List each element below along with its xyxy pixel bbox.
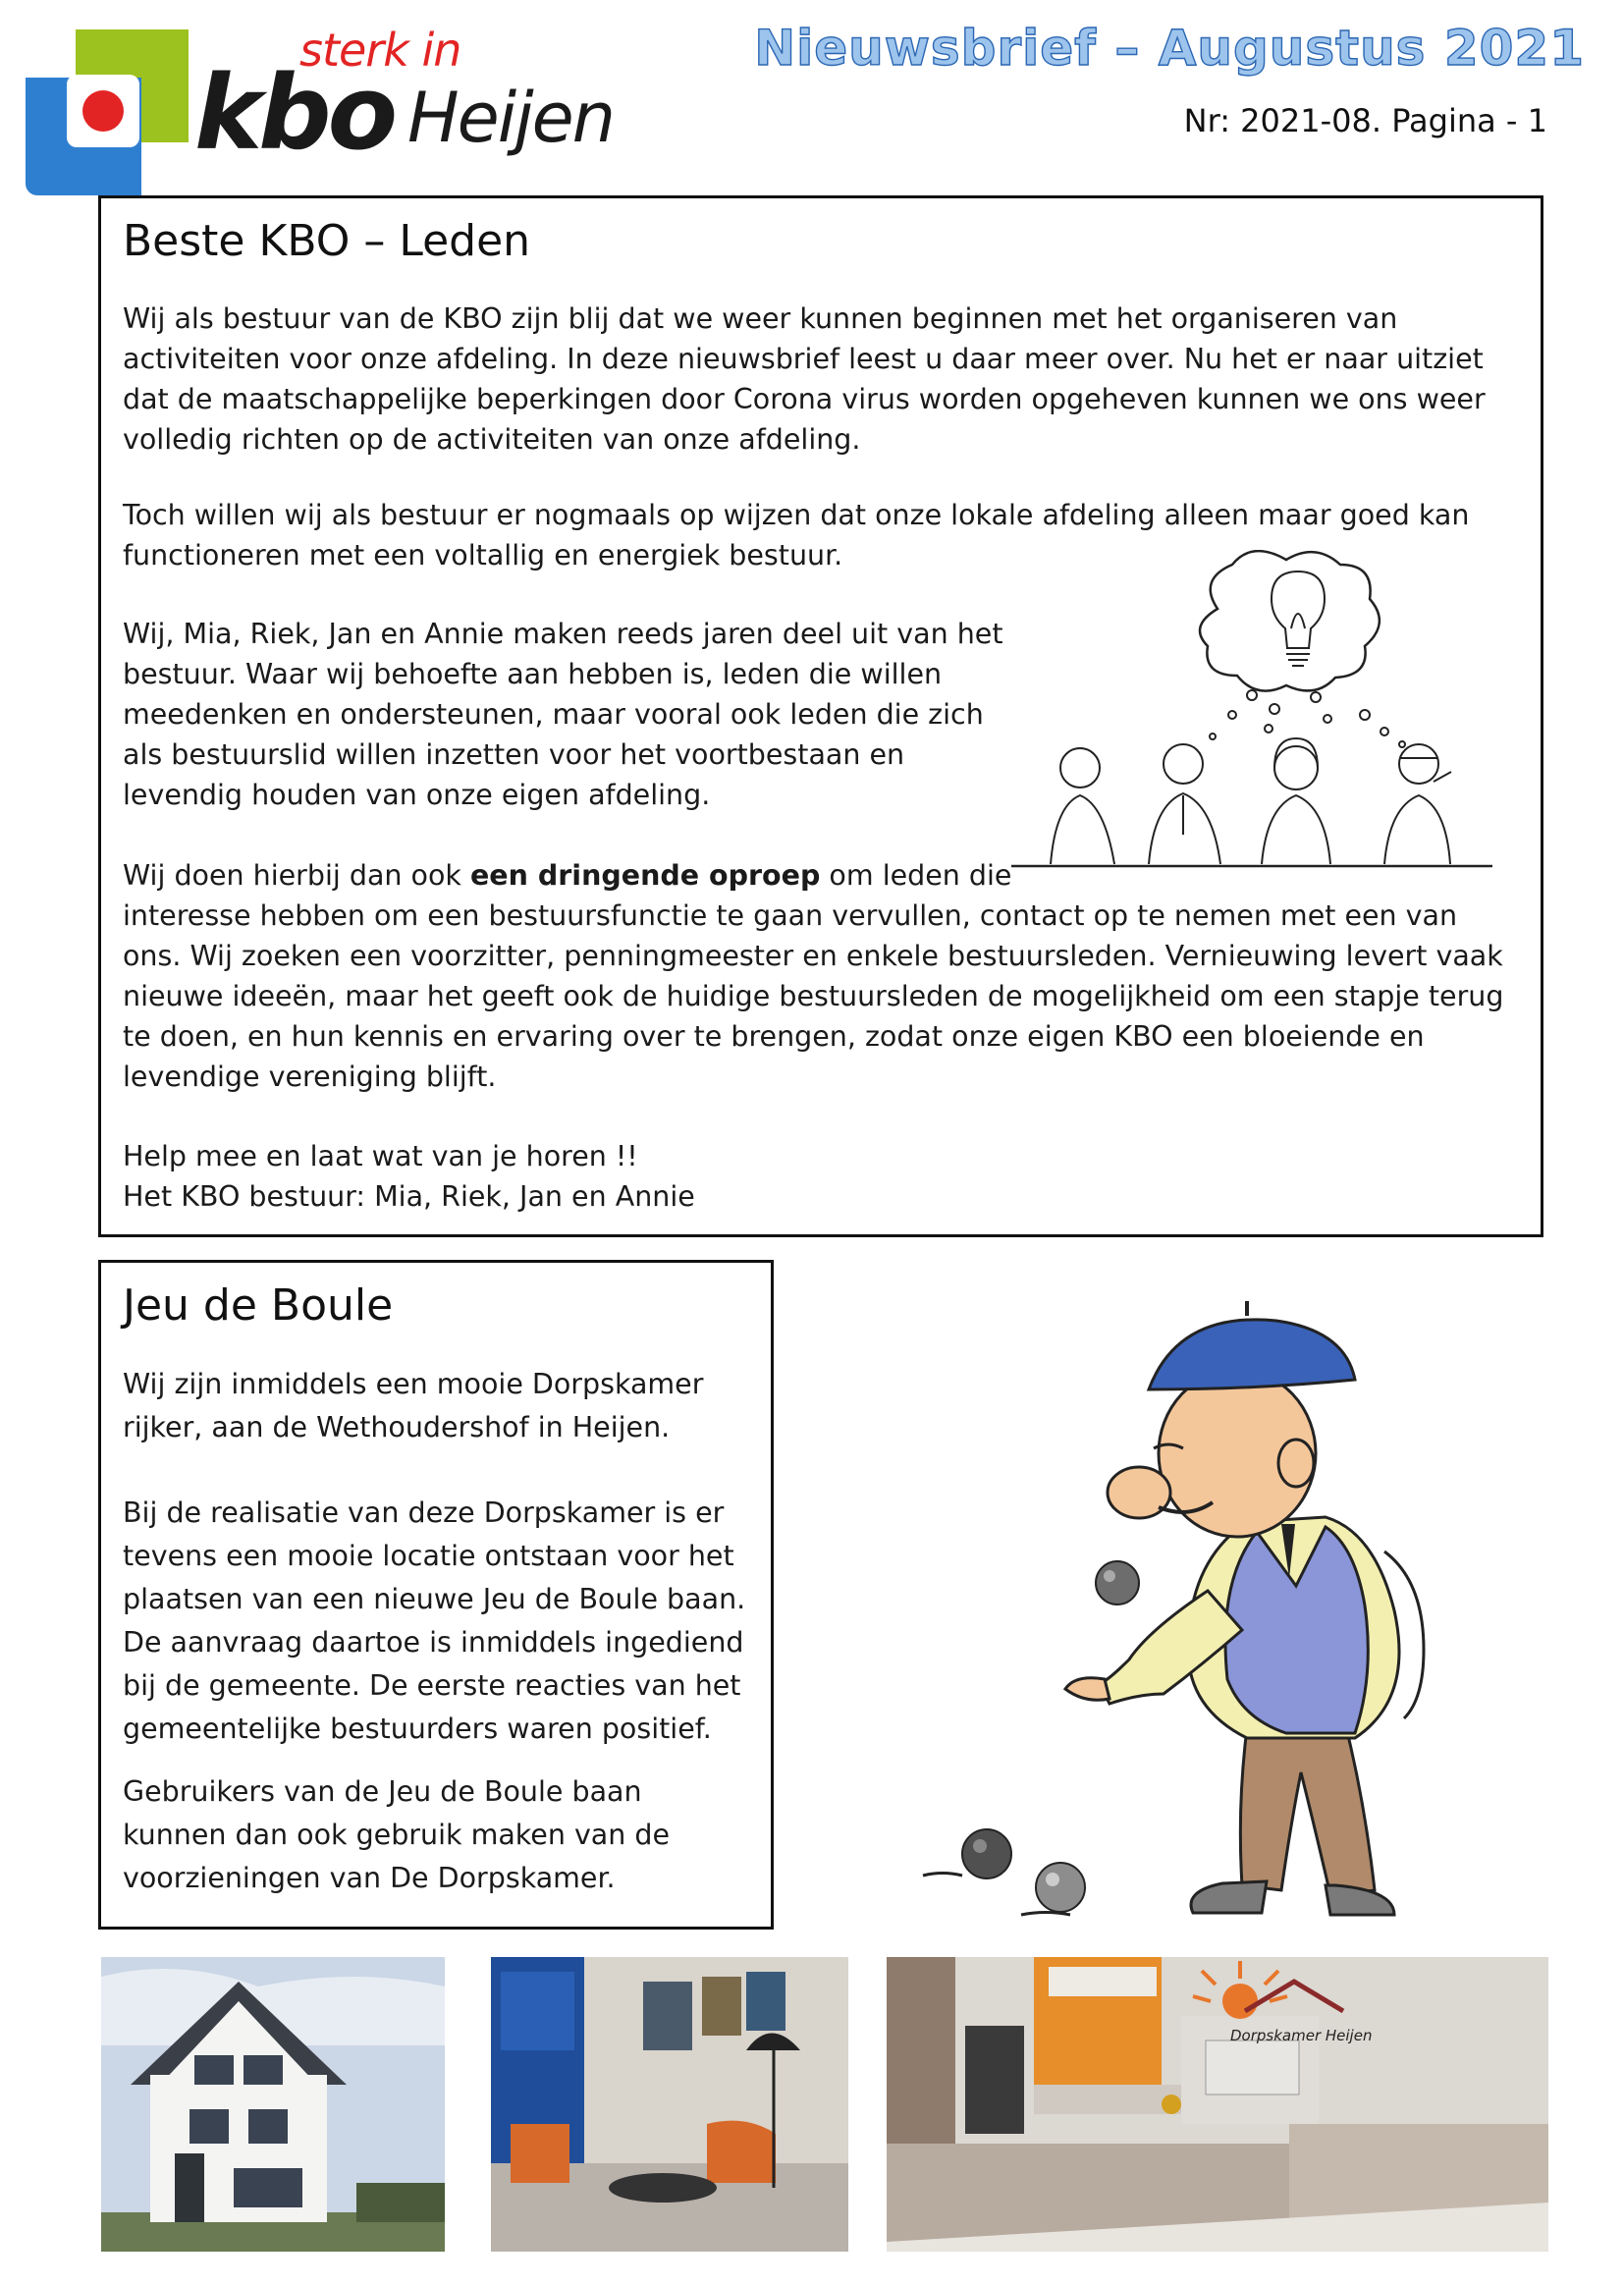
paragraph: Bij de realisatie van deze Dorpskamer is er tevens een mooie locatie ontstaan voor het plaatsen van een nieuwe Jeu de Boule baan. De aanvraag daartoe is inmiddels ingediend bij de gemeente. De eerste reacties van het gemeentelijke bestuurders waren positief.	[123, 1496, 746, 1745]
photo-dorpskamer-exterior	[101, 1957, 445, 2252]
paragraph: Gebruikers van de Jeu de Boule baan kunnen dan ook gebruik maken van de voorzieningen van De Dorpskamer.	[123, 1775, 671, 1894]
photo-dorpskamer-lounge	[491, 1957, 848, 2252]
logo-red-dot	[82, 90, 124, 132]
signoff-line: Het KBO bestuur: Mia, Riek, Jan en Annie	[123, 1180, 695, 1213]
paragraph-signoff	[123, 1136, 1006, 1217]
paragraph: Toch willen wij als bestuur er nogmaals op wijzen dat onze lokale afdeling alleen maar goed kan functioneren met een voltallig en energiek bestuur.	[123, 499, 1470, 571]
bold-callout: een dringende oproep	[469, 859, 821, 892]
signoff-line: Help mee en laat wat van je horen !!	[123, 1140, 638, 1172]
boule-player-illustration	[785, 1267, 1532, 1954]
dorpskamer-logo-text: Dorpskamer Heijen	[1230, 2027, 1373, 2044]
paragraph: Wij, Mia, Riek, Jan en Annie maken reeds jaren deel uit van het bestuur. Waar wij behoefte aan hebben is, leden die willen meedenken en ondersteunen, maar vooral ook leden die zich als bestuurslid willen inzetten voor het voortbestaan en levendig houden van onze eigen afdeling.	[123, 618, 1003, 811]
text-span: interesse hebben om een bestuursfunctie te gaan vervullen, contact op te nemen met een van ons. Wij zoeken een voorzitter, penningmeester en enkele bestuursleden. Vernieuwing levert vaak nieuwe ideeën, maar het geeft ook de huidige bestuursleden de mogelijkheid om een stapje terug te doen, en hun kennis en ervaring over te brengen, zodat onze eigen KBO een bloeiende en levendige vereniging blijft.	[123, 899, 1504, 1093]
kbo-logo	[22, 24, 650, 190]
logo-place: Heijen	[407, 78, 615, 158]
issue-number: Nr: 2021-08. Pagina - 1	[1183, 102, 1547, 139]
paragraph: Wij als bestuur van de KBO zijn blij dat we weer kunnen beginnen met het organiseren van activiteiten voor onze afdeling. In deze nieuwsbrief leest u daar meer over. Nu het er naar uitziet dat de maatschappelijke beperkingen door Corona virus worden opgeheven kunnen we ons weer volledig richten op de activiteiten van onze afdeling.	[123, 302, 1486, 456]
section-heading: Beste KBO – Leden	[123, 216, 531, 266]
board-meeting-illustration	[1011, 550, 1512, 874]
photo-dorpskamer-kitchen	[887, 1957, 1548, 2252]
dorpskamer-photo-strip	[101, 1957, 1548, 2252]
text-span: Wij doen hierbij dan ook	[123, 859, 470, 892]
section-jeu-de-boule	[98, 1260, 774, 1930]
logo-tagline: sterk in	[299, 24, 461, 77]
paragraph-call-to-action	[123, 855, 1522, 1097]
section-heading: Jeu de Boule	[123, 1280, 394, 1331]
text-span: om leden die	[820, 859, 1012, 892]
logo-brand: kbo	[194, 53, 395, 173]
paragraph: Wij zijn inmiddels een mooie Dorpskamer rijker, aan de Wethoudershof in Heijen.	[123, 1368, 704, 1443]
newsletter-title: Nieuwsbrief – Augustus 2021	[754, 20, 1585, 77]
